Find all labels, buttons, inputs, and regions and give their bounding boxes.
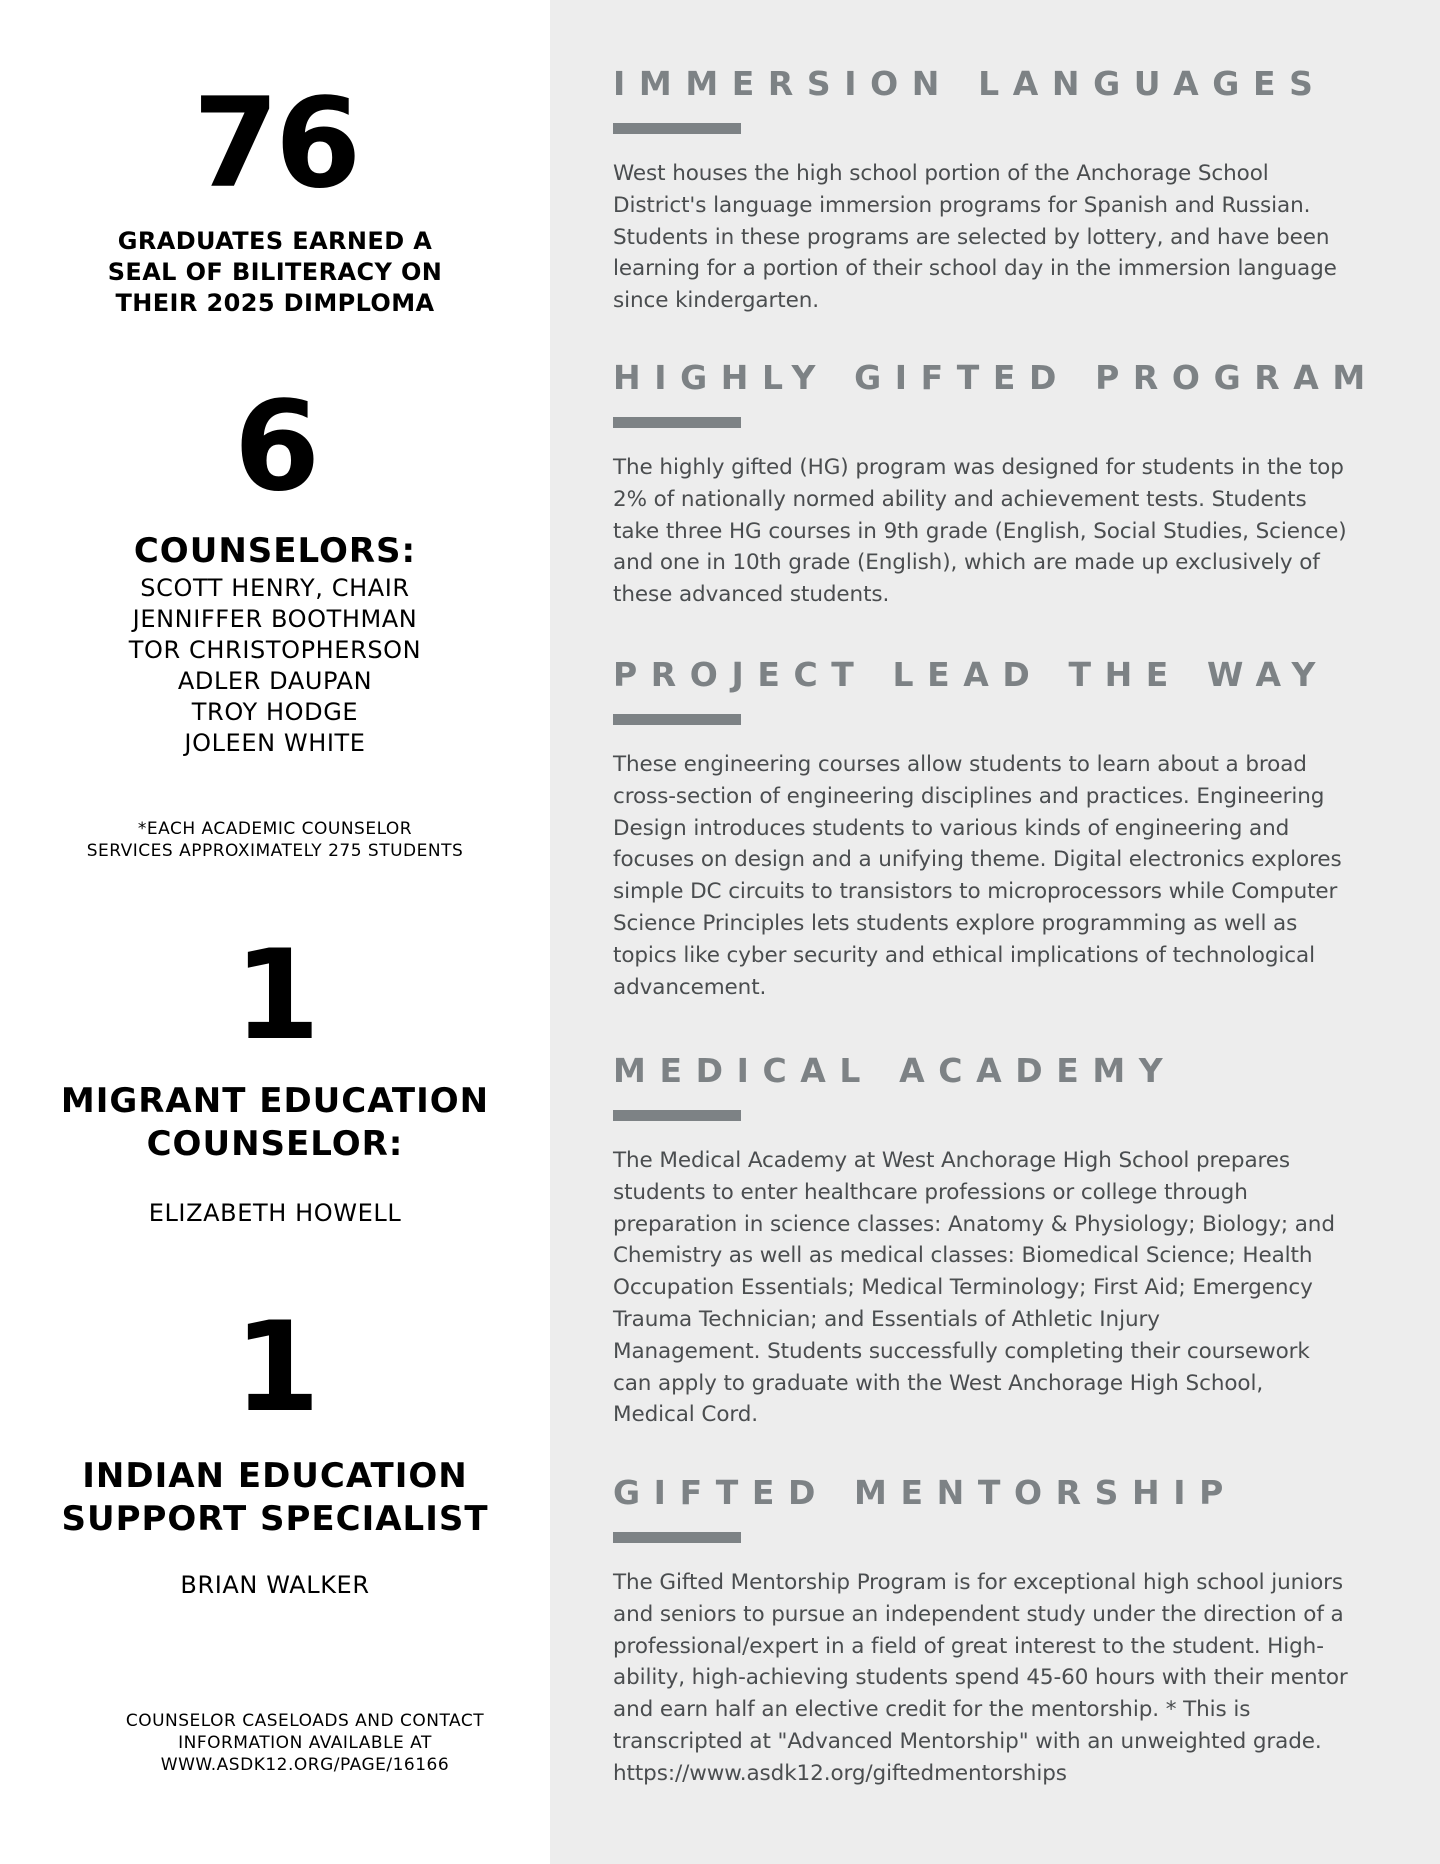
body-line: Students in these programs are selected by lottery, and have been [613,224,1330,250]
biliteracy-count: 76 [192,72,358,216]
left-stats-column [0,0,550,1864]
section-title: HIGHLY GIFTED PROGRAM [613,358,1379,397]
body-line: and earn half an elective credit for the mentorship. * This is [613,1697,1251,1723]
body-line: preparation in science classes: Anatomy & Physiology; Biology; and [613,1211,1335,1237]
section-title: MEDICAL ACADEMY [613,1051,1177,1090]
section-divider [613,714,741,725]
body-line: and seniors to pursue an independent study under the direction of a [613,1601,1344,1627]
note-line: SERVICES APPROXIMATELY 275 STUDENTS [86,841,464,861]
body-line: transcripted at "Advanced Mentorship" with an unweighted grade. [613,1728,1322,1754]
section-body [613,1567,1383,1790]
indian-education-count: 1 [233,1296,317,1440]
body-line[interactable]: https://www.asdk12.org/giftedmentorships [613,1760,1067,1786]
body-line: focuses on design and a unifying theme. Digital electronics explores [613,847,1342,873]
caption-line: THEIR 2025 DIMPLOMA [115,289,435,317]
caption-line: GRADUATES EARNED A [117,227,433,255]
body-line: advancement. [613,974,767,1000]
body-line: cross-section of engineering disciplines and practices. Engineering [613,783,1325,809]
body-line: topics like cyber security and ethical implications of technological [613,942,1315,968]
section-body [613,749,1383,1003]
body-line: ability, high-achieving students spend 45-60 hours with their mentor [613,1665,1348,1691]
section-body [613,158,1383,317]
heading-line: COUNSELOR: [146,1124,404,1164]
body-line: Medical Cord. [613,1402,759,1428]
section-divider [613,417,741,428]
indian-education-heading [0,1455,550,1541]
body-line: These engineering courses allow students to learn about a broad [613,752,1307,777]
counselor-count: 6 [233,375,317,519]
section-divider [613,1532,741,1543]
program-descriptions-panel [550,0,1440,1864]
body-line: 2% of nationally normed ability and achievement tests. Students [613,486,1307,512]
migrant-heading [0,1080,550,1166]
footer-line: WWW.ASDK12.ORG/PAGE/16166 [160,1755,450,1775]
caseload-footer [25,1710,585,1776]
heading-line: INDIAN EDUCATION [82,1456,468,1496]
counselor-name: ADLER DAUPAN [177,667,373,695]
caption-line: SEAL OF BILITERACY ON [107,258,443,286]
migrant-counselor-count: 1 [233,924,317,1068]
body-line: professional/expert in a field of great interest to the student. High- [613,1633,1324,1659]
body-line: since kindergarten. [613,288,819,314]
counselor-name: TROY HODGE [191,698,359,726]
biliteracy-caption [0,226,550,319]
body-line: Science Principles lets students explore programming as well as [613,910,1298,936]
counselor-list [0,573,550,759]
body-line: Design introduces students to various kinds of engineering and [613,815,1290,841]
footer-line: INFORMATION AVAILABLE AT [178,1733,432,1753]
footer-line: COUNSELOR CASELOADS AND CONTACT [125,1711,485,1731]
counselor-name: TOR CHRISTOPHERSON [128,636,422,664]
body-line: The Gifted Mentorship Program is for exceptional high school juniors [613,1570,1343,1595]
body-line: The Medical Academy at West Anchorage High School prepares [613,1148,1291,1173]
heading-line: MIGRANT EDUCATION [60,1081,490,1121]
body-line: Chemistry as well as medical classes: Biomedical Science; Health [613,1243,1313,1269]
section-title: GIFTED MENTORSHIP [613,1473,1237,1512]
body-line: Occupation Essentials; Medical Terminology; First Aid; Emergency [613,1275,1313,1301]
body-line: can apply to graduate with the West Anchorage High School, [613,1370,1264,1396]
body-line: Management. Students successfully completing their coursework [613,1338,1310,1364]
body-line: District's language immersion programs for Spanish and Russian. [613,192,1311,218]
section-title: IMMERSION LANGUAGES [613,64,1327,103]
indian-education-specialist-name: BRIAN WALKER [180,1571,370,1599]
body-line: learning for a portion of their school day in the immersion language [613,256,1337,282]
body-line: simple DC circuits to transistors to microprocessors while Computer [613,879,1338,905]
section-body [613,452,1383,611]
note-line: *EACH ACADEMIC COUNSELOR [137,819,413,839]
section-divider [613,1110,741,1121]
section-body [613,1145,1383,1431]
body-line: West houses the high school portion of the Anchorage School [613,161,1269,186]
caseload-note [0,818,550,862]
section-divider [613,123,741,134]
body-line: these advanced students. [613,582,890,608]
counselor-name: JOLEEN WHITE [184,729,366,757]
body-line: students to enter healthcare professions or college through [613,1179,1248,1205]
migrant-counselor-name: ELIZABETH HOWELL [148,1199,402,1227]
counselors-heading: COUNSELORS: [133,531,417,571]
body-line: Trauma Technician; and Essentials of Athletic Injury [613,1306,1160,1332]
counselor-name: SCOTT HENRY, CHAIR [140,574,410,602]
body-line: and one in 10th grade (English), which are made up exclusively of [613,550,1320,576]
section-title: PROJECT LEAD THE WAY [613,655,1330,694]
body-line: The highly gifted (HG) program was designed for students in the top [613,455,1344,480]
body-line: take three HG courses in 9th grade (English, Social Studies, Science) [613,518,1347,544]
heading-line: SUPPORT SPECIALIST [61,1499,489,1539]
counselor-name: JENNIFFER BOOTHMAN [132,605,418,633]
